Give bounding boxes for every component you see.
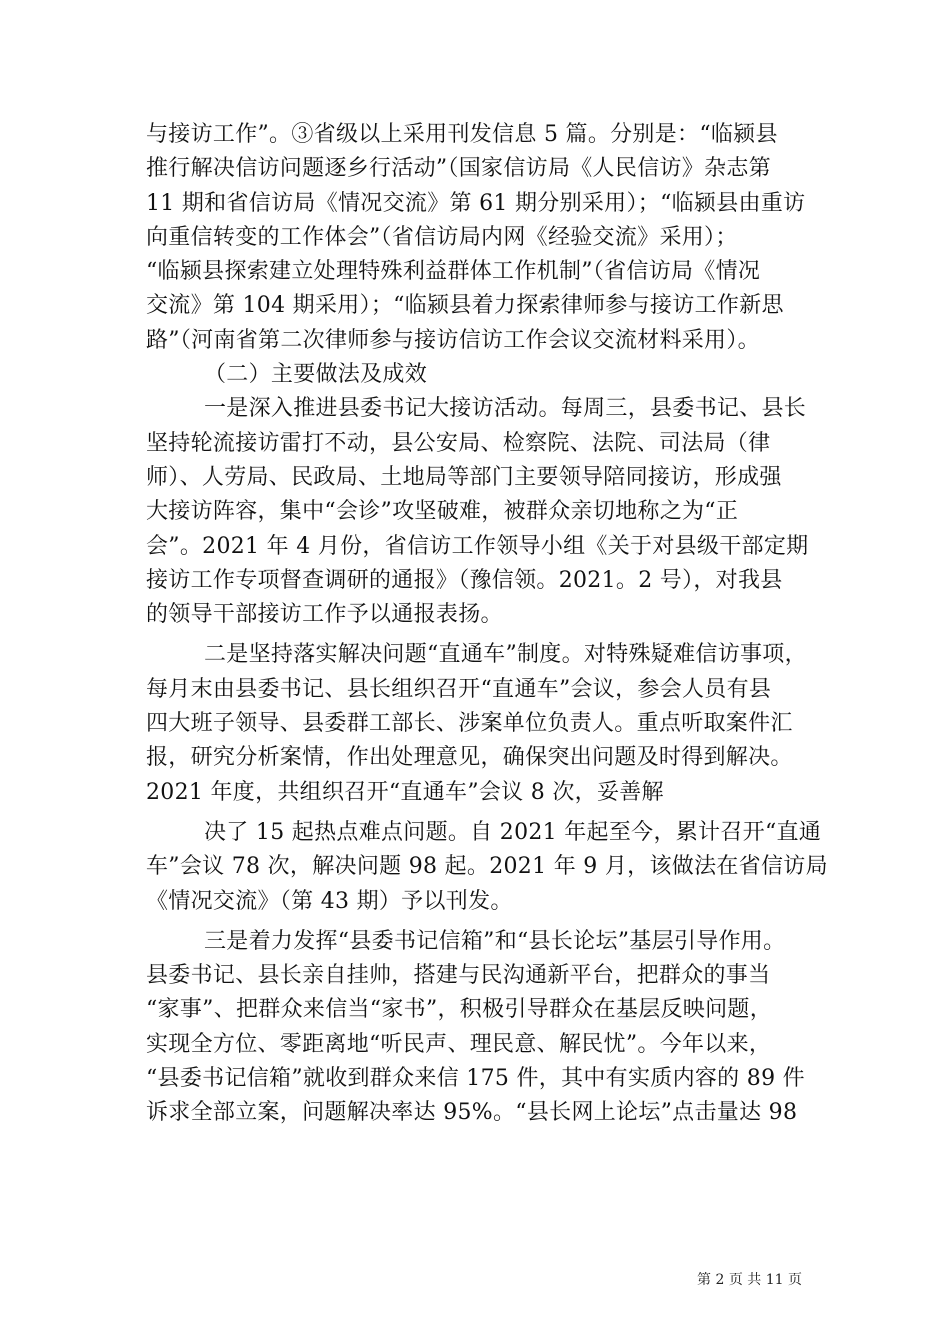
text-line: 11 期和省信访局《情况交流》第 61 期分别采用）；“临颍县由重访 bbox=[146, 190, 806, 216]
text-line: 坚持轮流接访雷打不动，县公安局、检察院、法院、司法局（律 bbox=[146, 430, 771, 456]
document-body bbox=[146, 118, 828, 1131]
text-line: 2021 年度，共组织召开“直通车”会议 8 次，妥善解 bbox=[146, 779, 664, 805]
text-line: 大接访阵容，集中“会诊”攻坚破难，被群众亲切地称之为“正 bbox=[146, 499, 739, 525]
text-line: 的领导干部接访工作予以通报表扬。 bbox=[146, 602, 503, 628]
text-line: 县委书记、县长亲自挂帅，搭建与民沟通新平台，把群众的事当 bbox=[146, 963, 771, 989]
text-line: 一是深入推进县委书记大接访活动。每周三，县委书记、县长 bbox=[204, 396, 807, 422]
text-line: 接访工作专项督查调研的通报》（豫信领。2021。2 号），对我县 bbox=[146, 567, 783, 593]
text-line: 三是着力发挥“县委书记信箱”和“县长论坛”基层引导作用。 bbox=[204, 928, 786, 954]
text-line: 师）、人劳局、民政局、土地局等部门主要领导陪同接访，形成强 bbox=[146, 464, 782, 490]
text-line: “县委书记信箱”就收到群众来信 175 件，其中有实质内容的 89 件 bbox=[146, 1066, 805, 1092]
text-line: 路”（河南省第二次律师参与接访信访工作会议交流材料采用）。 bbox=[146, 327, 760, 353]
text-line: 二是坚持落实解决问题“直通车”制度。对特殊疑难信访事项， bbox=[204, 642, 807, 668]
text-line: 报，研究分析案情，作出处理意见，确保突出问题及时得到解决。 bbox=[146, 745, 793, 771]
text-line: 推行解决信访问题逐乡行活动”（国家信访局《人民信访》杂志第 bbox=[146, 156, 771, 182]
text-line: 向重信转变的工作体会”（省信访局内网《经验交流》采用）； bbox=[146, 224, 738, 250]
text-line: 四大班子领导、县委群工部长、涉案单位负责人。重点听取案件汇 bbox=[146, 711, 793, 737]
text-line: “家事”、把群众来信当“家书”，积极引导群众在基层反映问题， bbox=[146, 997, 772, 1023]
text-line: 交流》第 104 期采用）；“临颍县着力探索律师参与接访工作新思 bbox=[146, 293, 784, 319]
text-line: 《情况交流》（第 43 期）予以刊发。 bbox=[146, 888, 513, 914]
section-heading: （二）主要做法及成效 bbox=[204, 362, 428, 388]
text-line: 车”会议 78 次，解决问题 98 起。2021 年 9 月，该做法在省信访局 bbox=[146, 854, 828, 880]
text-line: 决了 15 起热点难点问题。自 2021 年起至今，累计召开“直通 bbox=[204, 819, 822, 845]
text-line: “临颍县探索建立处理特殊利益群体工作机制”（省信访局《情况 bbox=[146, 259, 761, 285]
text-line: 与接访工作”。③省级以上采用刊发信息 5 篇。分别是：“临颍县 bbox=[146, 122, 778, 147]
text-line: 每月末由县委书记、县长组织召开“直通车”会议，参会人员有县 bbox=[146, 676, 772, 702]
text-line: 诉求全部立案，问题解决率达 95%。“县长网上论坛”点击量达 98 bbox=[146, 1100, 798, 1126]
text-line: 实现全方位、零距离地“听民声、理民意、解民忧”。今年以来， bbox=[146, 1031, 772, 1057]
page-number: 第 2 页 共 11 页 bbox=[697, 1272, 802, 1288]
text-line: 会”。2021 年 4 月份，省信访工作领导小组《关于对县级干部定期 bbox=[146, 533, 809, 559]
